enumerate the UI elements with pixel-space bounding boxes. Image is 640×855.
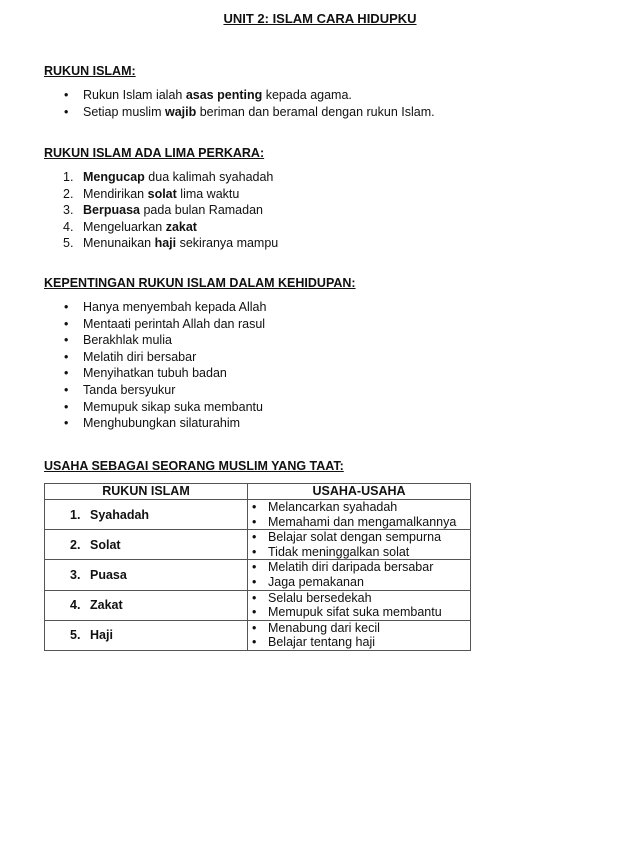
bullet-icon: • xyxy=(64,88,69,102)
bullet-icon: • xyxy=(64,349,69,364)
list-item xyxy=(44,332,266,349)
item-text: Mentaati perintah Allah dan rasul xyxy=(83,316,266,331)
list-item xyxy=(248,530,470,545)
bullet-icon: • xyxy=(252,530,257,545)
item-text: lima waktu xyxy=(176,186,240,201)
effort-text: Selalu bersedekah xyxy=(268,590,372,605)
usaha-table xyxy=(44,483,471,651)
item-number: 2. xyxy=(63,186,74,201)
list-item xyxy=(248,575,470,590)
rukun-cell xyxy=(45,500,248,530)
item-number: 4. xyxy=(63,219,74,234)
list-item xyxy=(248,560,470,575)
effort-text: Jaga pemakanan xyxy=(268,574,364,589)
bullet-icon: • xyxy=(252,544,257,559)
bullet-icon: • xyxy=(64,416,69,431)
item-text: Menghubungkan silaturahim xyxy=(83,416,241,431)
bullet-icon: • xyxy=(252,500,257,514)
effort-text: Menabung dari kecil xyxy=(268,620,380,635)
list-item xyxy=(248,545,470,560)
effort-text: Belajar solat dengan sempurna xyxy=(268,530,442,545)
usaha-cell xyxy=(248,620,471,650)
list-item xyxy=(248,515,470,530)
list-item xyxy=(248,635,470,650)
list-item xyxy=(248,605,470,620)
table-row xyxy=(45,500,471,530)
row-number: 4. xyxy=(70,598,81,613)
usaha-cell xyxy=(248,500,471,530)
page-title: UNIT 2: ISLAM CARA HIDUPKU xyxy=(223,11,417,26)
row-number: 3. xyxy=(70,567,81,582)
table-row xyxy=(45,560,471,590)
list-item xyxy=(44,299,266,316)
bullet-icon: • xyxy=(64,382,69,397)
heading-lima-perkara: RUKUN ISLAM ADA LIMA PERKARA: xyxy=(44,146,265,160)
column-header-usaha: USAHA-USAHA xyxy=(248,484,471,500)
effort-text: Memupuk sifat suka membantu xyxy=(268,605,442,620)
bullet-icon: • xyxy=(64,333,69,348)
bullet-icon: • xyxy=(252,620,257,635)
item-bold-text: Berpuasa xyxy=(83,203,140,218)
table-row xyxy=(45,530,471,560)
rukun-cell xyxy=(45,530,248,560)
list-item xyxy=(44,365,266,382)
list-item xyxy=(44,186,278,203)
item-text: Berakhlak mulia xyxy=(83,333,172,348)
item-text: Mengeluarkan xyxy=(83,219,166,234)
item-number: 1. xyxy=(63,170,74,184)
bullet-icon: • xyxy=(252,590,257,605)
item-text: Memupuk sikap suka membantu xyxy=(83,399,263,414)
item-text: Mendirikan xyxy=(83,186,148,201)
bullet-icon: • xyxy=(64,104,69,119)
bullet-icon: • xyxy=(64,399,69,414)
item-text: Rukun Islam ialah xyxy=(83,88,186,102)
rukun-name: Zakat xyxy=(90,598,123,613)
item-bold-text: haji xyxy=(154,236,177,251)
item-bold-text: asas penting xyxy=(185,88,263,102)
usaha-cell xyxy=(248,560,471,590)
list-item xyxy=(248,621,470,636)
rukun-cell xyxy=(45,620,248,650)
rukun-name: Puasa xyxy=(90,567,127,582)
lima-perkara-list xyxy=(44,169,278,252)
list-item xyxy=(44,169,278,186)
item-text: beriman dan beramal dengan rukun Islam. xyxy=(196,104,435,119)
item-text: Hanya menyembah kepada Allah xyxy=(83,300,267,314)
effort-text: Melancarkan syahadah xyxy=(268,500,398,514)
heading-kepentingan: KEPENTINGAN RUKUN ISLAM DALAM KEHIDUPAN: xyxy=(44,276,356,290)
rukun-name: Solat xyxy=(90,537,121,552)
list-item xyxy=(44,87,435,104)
list-item xyxy=(44,349,266,366)
effort-text: Melatih diri daripada bersabar xyxy=(268,560,434,575)
rukun-islam-list xyxy=(44,87,435,120)
effort-text: Tidak meninggalkan solat xyxy=(268,544,410,559)
bullet-icon: • xyxy=(252,560,257,575)
column-header-rukun: RUKUN ISLAM xyxy=(45,484,248,500)
item-number: 5. xyxy=(63,236,74,251)
table-header-row xyxy=(45,484,471,500)
row-number: 5. xyxy=(70,628,81,643)
item-bold-text: Mengucap xyxy=(83,170,145,184)
row-number: 2. xyxy=(70,537,81,552)
bullet-icon: • xyxy=(252,605,257,620)
item-bold-text: solat xyxy=(147,186,177,201)
list-item xyxy=(44,382,266,399)
bullet-icon: • xyxy=(252,514,257,529)
rukun-cell xyxy=(45,590,248,620)
item-bold-text: wajib xyxy=(164,104,197,119)
item-text: Melatih diri bersabar xyxy=(83,349,197,364)
effort-text: Memahami dan mengamalkannya xyxy=(268,514,457,529)
item-text: Menunaikan xyxy=(83,236,155,251)
table-row xyxy=(45,590,471,620)
item-number: 3. xyxy=(63,203,74,218)
heading-rukun-islam: RUKUN ISLAM: xyxy=(44,64,136,78)
item-text: Tanda bersyukur xyxy=(83,382,176,397)
list-item xyxy=(44,399,266,416)
list-item xyxy=(44,202,278,219)
item-text: pada bulan Ramadan xyxy=(139,203,263,218)
bullet-icon: • xyxy=(252,635,257,650)
bullet-icon: • xyxy=(64,300,69,314)
bullet-icon: • xyxy=(252,574,257,589)
table-row xyxy=(45,620,471,650)
item-text: Menyihatkan tubuh badan xyxy=(83,366,227,381)
item-text: sekiranya mampu xyxy=(176,236,279,251)
list-item xyxy=(248,500,470,515)
list-item xyxy=(248,591,470,606)
item-text: kepada agama. xyxy=(262,88,352,102)
rukun-name: Syahadah xyxy=(90,507,150,522)
row-number: 1. xyxy=(70,507,81,522)
list-item xyxy=(44,316,266,333)
list-item xyxy=(44,415,266,432)
rukun-cell xyxy=(45,560,248,590)
heading-usaha: USAHA SEBAGAI SEORANG MUSLIM YANG TAAT: xyxy=(44,459,344,473)
item-bold-text: zakat xyxy=(165,219,197,234)
bullet-icon: • xyxy=(64,316,69,331)
item-text: Setiap muslim xyxy=(83,104,165,119)
list-item xyxy=(44,235,278,252)
usaha-cell xyxy=(248,590,471,620)
effort-text: Belajar tentang haji xyxy=(268,635,376,650)
rukun-name: Haji xyxy=(90,628,113,643)
list-item xyxy=(44,219,278,236)
kepentingan-list xyxy=(44,299,266,432)
list-item xyxy=(44,104,435,121)
item-text: dua kalimah syahadah xyxy=(144,170,274,184)
usaha-cell xyxy=(248,530,471,560)
bullet-icon: • xyxy=(64,366,69,381)
